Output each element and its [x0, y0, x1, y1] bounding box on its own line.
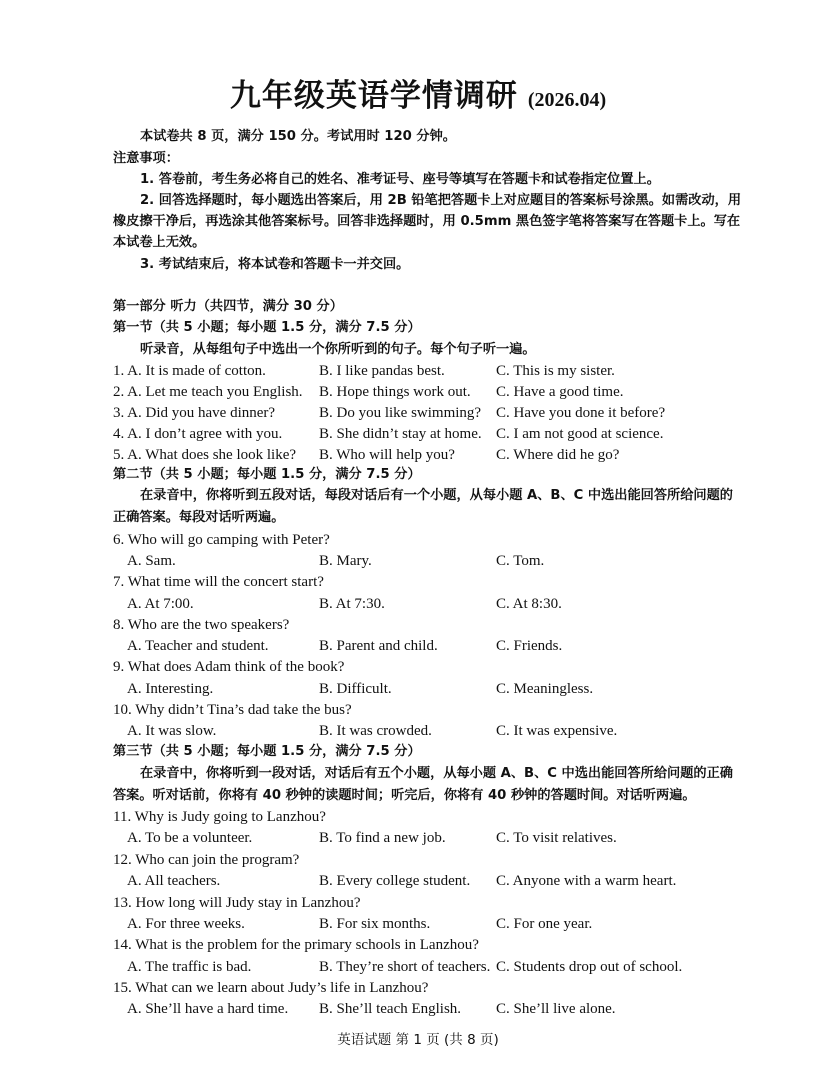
q15-option-a: A. She’ll have a hard time. — [127, 1001, 289, 1017]
note-2-line-2: 橡皮擦干净后，再选涂其他答案标号。回答非选择题时，用 0.5mm 黑色签字笔将答案写在答题卡上。写在 — [113, 214, 741, 229]
q2-option-b: B. Hope things work out. — [319, 384, 471, 400]
q13-question: 13. How long will Judy stay in Lanzhou? — [113, 895, 361, 911]
q15-option-c: C. She’ll live alone. — [496, 1001, 616, 1017]
q11-option-c: C. To visit relatives. — [496, 830, 617, 846]
q3-option-c: C. Have you done it before? — [496, 405, 666, 421]
q12-option-a: A. All teachers. — [127, 873, 221, 889]
q8-option-c: C. Friends. — [496, 638, 563, 654]
q13-option-b: B. For six months. — [319, 916, 431, 932]
note-2-line-3: 本试卷上无效。 — [113, 235, 206, 250]
section3-instruction-line-1: 在录音中，你将听到一段对话，对话后有五个小题，从每小题 A、B、C 中选出能回答所给问题的正确 — [140, 766, 733, 781]
q7-question: 7. What time will the concert start? — [113, 574, 324, 590]
q3-option-a: 3. A. Did you have dinner? — [113, 405, 276, 421]
q11-option-a: A. To be a volunteer. — [127, 830, 253, 846]
title-date: (2026.04) — [527, 89, 607, 111]
exam-title — [0, 70, 836, 115]
section2-heading: 第二节（共 5 小题；每小题 1.5 分，满分 7.5 分） — [113, 467, 421, 482]
q14-question: 14. What is the problem for the primary schools in Lanzhou? — [113, 937, 479, 953]
q13-option-c: C. For one year. — [496, 916, 593, 932]
q6-option-c: C. Tom. — [496, 553, 545, 569]
q6-question: 6. Who will go camping with Peter? — [113, 532, 330, 548]
q10-option-b: B. It was crowded. — [319, 723, 432, 739]
section2-instruction-line-2: 正确答案。每段对话听两遍。 — [113, 510, 285, 525]
q9-question: 9. What does Adam think of the book? — [113, 659, 345, 675]
q9-option-a: A. Interesting. — [127, 681, 214, 697]
section1-instruction: 听录音，从每组句子中选出一个你所听到的句子。每个句子听一遍。 — [140, 342, 536, 357]
q8-option-a: A. Teacher and student. — [127, 638, 269, 654]
q4-option-a: 4. A. I don’t agree with you. — [113, 426, 283, 442]
q7-option-b: B. At 7:30. — [319, 596, 385, 612]
q15-question: 15. What can we learn about Judy’s life in Lanzhou? — [113, 980, 429, 996]
note-2-line-1: 2. 回答选择题时，每小题选出答案后，用 2B 铅笔把答题卡上对应题目的答案标号涂黑。如需改动，用 — [140, 193, 742, 208]
section1-heading: 第一节（共 5 小题；每小题 1.5 分，满分 7.5 分） — [113, 320, 421, 335]
q6-option-b: B. Mary. — [319, 553, 372, 569]
q12-question: 12. Who can join the program? — [113, 852, 300, 868]
q5-option-a: 5. A. What does she look like? — [113, 447, 297, 463]
q1-option-b: B. I like pandas best. — [319, 363, 445, 379]
q9-option-b: B. Difficult. — [319, 681, 392, 697]
q7-option-c: C. At 8:30. — [496, 596, 562, 612]
q7-option-a: A. At 7:00. — [127, 596, 194, 612]
q3-option-b: B. Do you like swimming? — [319, 405, 482, 421]
note-3: 3. 考试结束后，将本试卷和答题卡一并交回。 — [140, 257, 410, 272]
q11-question: 11. Why is Judy going to Lanzhou? — [113, 809, 326, 825]
q5-option-b: B. Who will help you? — [319, 447, 455, 463]
note-1: 1. 答卷前，考生务必将自己的姓名、准考证号、座号等填写在答题卡和试卷指定位置上。 — [140, 172, 660, 187]
q4-option-c: C. I am not good at science. — [496, 426, 664, 442]
page-footer: 英语试题 第 1 页 (共 8 页) — [337, 1032, 499, 1048]
part1-heading: 第一部分 听力（共四节，满分 30 分） — [113, 299, 343, 314]
q14-option-b: B. They’re short of teachers. — [319, 959, 491, 975]
q4-option-b: B. She didn’t stay at home. — [319, 426, 482, 442]
q11-option-b: B. To find a new job. — [319, 830, 446, 846]
q6-option-a: A. Sam. — [127, 553, 176, 569]
q10-option-c: C. It was expensive. — [496, 723, 618, 739]
title-text: 九年级英语学情调研 — [229, 78, 518, 114]
exam-info: 本试卷共 8 页，满分 150 分。考试用时 120 分钟。 — [140, 129, 456, 144]
section2-instruction-line-1: 在录音中，你将听到五段对话，每段对话后有一个小题，从每小题 A、B、C 中选出能回答所给问题的 — [140, 488, 733, 503]
q10-question: 10. Why didn’t Tina’s dad take the bus? — [113, 702, 352, 718]
q2-option-a: 2. A. Let me teach you English. — [113, 384, 303, 400]
q12-option-b: B. Every college student. — [319, 873, 471, 889]
q1-option-a: 1. A. It is made of cotton. — [113, 363, 266, 379]
q13-option-a: A. For three weeks. — [127, 916, 245, 932]
q8-question: 8. Who are the two speakers? — [113, 617, 290, 633]
q5-option-c: C. Where did he go? — [496, 447, 620, 463]
q8-option-b: B. Parent and child. — [319, 638, 438, 654]
q14-option-a: A. The traffic is bad. — [127, 959, 252, 975]
section3-instruction-line-2: 答案。听对话前，你将有 40 秒钟的读题时间；听完后，你将有 40 秒钟的答题时间。对话听两遍。 — [113, 788, 696, 803]
q10-option-a: A. It was slow. — [127, 723, 217, 739]
q15-option-b: B. She’ll teach English. — [319, 1001, 462, 1017]
q1-option-c: C. This is my sister. — [496, 363, 615, 379]
notes-title: 注意事项： — [113, 151, 179, 166]
section3-heading: 第三节（共 5 小题；每小题 1.5 分，满分 7.5 分） — [113, 744, 421, 759]
q2-option-c: C. Have a good time. — [496, 384, 624, 400]
q14-option-c: C. Students drop out of school. — [496, 959, 683, 975]
q9-option-c: C. Meaningless. — [496, 681, 594, 697]
q12-option-c: C. Anyone with a warm heart. — [496, 873, 677, 889]
